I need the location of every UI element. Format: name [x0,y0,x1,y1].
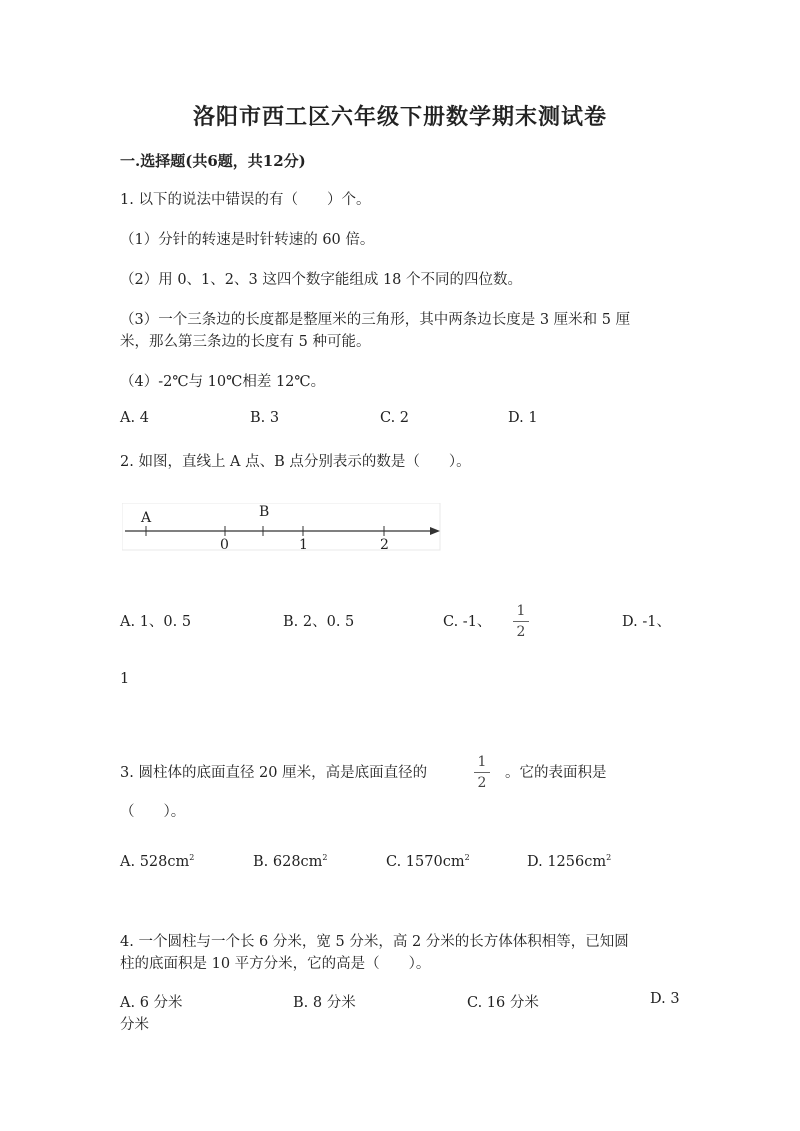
q3-stem-part3: （ ）。 [120,804,186,820]
q2-option-b: B. 2、0. 5 [283,614,355,630]
fraction-numerator: 1 [477,754,487,770]
q1-stem: 1. 以下的说法中错误的有（ ）个。 [120,192,371,208]
q3-fraction [474,754,490,791]
q2-option-c: C. -1、 [443,614,492,630]
q2-option-d-continued: 1 [120,671,130,687]
q3-option-b: B. $628cm^2$ [253,853,328,870]
q1-statement-1: （1）分针的转速是时针转速的 60 倍。 [120,232,375,248]
q1-statement-2: （2）用 0、1、2、3 这四个数字能组成 18 个不同的四位数。 [120,272,523,288]
q1-statement-3-line1: （3）一个三条边的长度都是整厘米的三角形，其中两条边长度是 3 厘米和 5 厘 [120,312,631,328]
fraction-denominator: 2 [516,624,526,640]
q4-stem-line2: 柱的底面积是 10 平方分米，它的高是（ ）。 [120,956,431,972]
q4-option-a: A. 6 分米 [120,995,183,1011]
q1-statement-3-line2: 米，那么第三条边的长度有 5 种可能。 [120,334,371,350]
q2-option-c-fraction [513,603,529,640]
q2-stem: 2. 如图，直线上 A 点、B 点分别表示的数是（ ）。 [120,454,471,470]
fraction-bar [474,772,490,773]
point-b-label: B [259,504,270,520]
q1-statement-4: （4）-2℃与 10℃相差 12℃。 [120,374,326,390]
arrow-head-icon [430,527,440,535]
q2-option-a: A. 1、0. 5 [120,614,192,630]
q2-option-d: D. -1、 [622,614,671,630]
q4-option-b: B. 8 分米 [293,995,356,1011]
fraction-bar [513,621,529,622]
tick-label-0: 0 [220,537,229,553]
q1-option-a: A. 4 [120,410,149,426]
number-line-figure [122,503,442,553]
q4-stem-line1: 4. 一个圆柱与一个长 6 分米，宽 5 分米，高 2 分米的长方体体积相等，已知圆 [120,934,629,950]
q4-option-d-continued: 分米 [120,1017,149,1033]
tick-label-2: 2 [380,537,389,553]
page-title: 洛阳市西工区六年级下册数学期末测试卷 [192,104,607,130]
fraction-denominator: 2 [477,775,487,791]
q3-stem-part1: 3. 圆柱体的底面直径 20 厘米，高是底面直径的 [120,765,428,781]
point-a-label: A [141,510,152,526]
q1-option-d: D. 1 [508,410,538,426]
section-heading: 一.选择题(共6题，共12分) [120,152,306,170]
q3-option-a: A. $528cm^2$ [120,853,195,870]
q3-stem-part2: 。它的表面积是 [505,765,607,781]
q4-option-c: C. 16 分米 [467,995,539,1011]
fraction-numerator: 1 [516,603,526,619]
q4-option-d: D. 3 [650,991,680,1007]
q3-option-d: D. $1256cm^2$ [527,853,612,870]
tick-label-1: 1 [299,537,308,553]
q3-option-c: C. $1570cm^2$ [386,853,470,870]
q1-option-b: B. 3 [250,410,280,426]
q1-option-c: C. 2 [380,410,410,426]
